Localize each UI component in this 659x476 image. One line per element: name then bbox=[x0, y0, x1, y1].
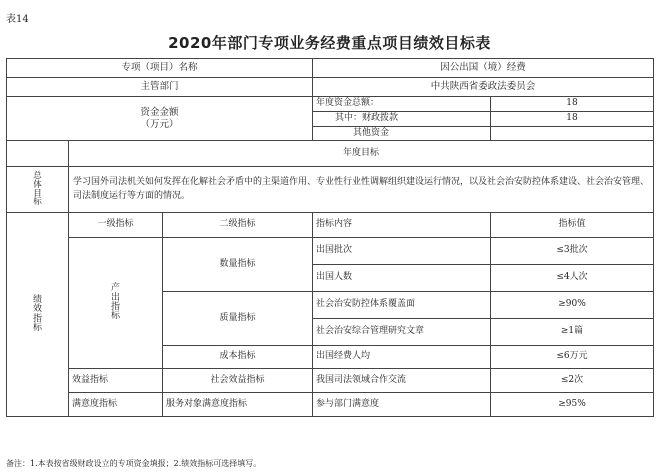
project-label: 专项（项目）名称 bbox=[7, 59, 313, 78]
indicator-value: ≤6万元 bbox=[491, 346, 654, 369]
header-level1: 一级指标 bbox=[69, 213, 163, 238]
fund-label-line1: 资金金额 bbox=[140, 106, 179, 118]
cost-indicator-label: 成本指标 bbox=[163, 346, 313, 369]
project-row bbox=[7, 59, 654, 78]
goal-header: 年度目标 bbox=[69, 141, 654, 167]
department-value: 中共陕西省委政法委员会 bbox=[313, 78, 654, 97]
indicator-value: ≥90% bbox=[491, 292, 654, 319]
indicator-content: 我国司法领域合作交流 bbox=[313, 369, 491, 393]
fund-label-line2: （万元） bbox=[140, 118, 179, 130]
header-content: 指标内容 bbox=[313, 213, 491, 238]
fund-total-row bbox=[7, 97, 654, 112]
fund-total-label: 年度资金总额： bbox=[313, 97, 491, 112]
indicator-value: ≤3批次 bbox=[491, 238, 654, 265]
header-level2: 二级指标 bbox=[163, 213, 313, 238]
goal-header-row bbox=[7, 141, 654, 167]
satisfaction-indicator-label: 满意度指标 bbox=[69, 393, 163, 417]
service-satisfaction-label: 服务对象满意度指标 bbox=[163, 393, 313, 417]
indicator-value: ≤4人次 bbox=[491, 265, 654, 292]
indicator-content: 出国经费人均 bbox=[313, 346, 491, 369]
indicator-row bbox=[7, 238, 654, 265]
department-label: 主管部门 bbox=[7, 78, 313, 97]
social-benefit-label: 社会效益指标 bbox=[163, 369, 313, 393]
performance-table bbox=[6, 58, 654, 417]
indicator-content: 社会治安综合管理研究文章 bbox=[313, 319, 491, 346]
indicator-content: 出国人数 bbox=[313, 265, 491, 292]
indicator-row bbox=[7, 369, 654, 393]
indicator-side-label: 绩 效 指 标 bbox=[7, 213, 69, 417]
department-row bbox=[7, 78, 654, 97]
project-value: 因公出国（境）经费 bbox=[313, 59, 654, 78]
table-number: 表14 bbox=[6, 14, 29, 25]
fund-other-value bbox=[491, 127, 654, 141]
indicator-content: 出国批次 bbox=[313, 238, 491, 265]
indicator-value: ≥1篇 bbox=[491, 319, 654, 346]
indicator-value: ≤2次 bbox=[491, 369, 654, 393]
output-indicator-label: 产 出 指 标 bbox=[69, 238, 163, 369]
goal-header-spacer bbox=[7, 141, 69, 167]
indicator-content: 参与部门满意度 bbox=[313, 393, 491, 417]
quality-indicator-label: 质量指标 bbox=[163, 292, 313, 346]
fund-finance-label: 其中：财政拨款 bbox=[313, 112, 491, 127]
benefit-indicator-label: 效益指标 bbox=[69, 369, 163, 393]
footnote: 备注：1.本表按省级财政设立的专项资金填报；2.绩效指标可选择填写。 bbox=[6, 459, 262, 468]
header-value: 指标值 bbox=[491, 213, 654, 238]
indicator-header-row bbox=[7, 213, 654, 238]
fund-label bbox=[7, 97, 313, 141]
indicator-row bbox=[7, 393, 654, 417]
fund-finance-value: 18 bbox=[491, 112, 654, 127]
indicator-value: ≥95% bbox=[491, 393, 654, 417]
goal-row bbox=[7, 167, 654, 213]
goal-text: 学习国外司法机关如何发挥在化解社会矛盾中的主渠道作用、专业性行业性调解组织建设运行情况，以及社会治安防控体系建设、社会治安管理、司法制度运行等方面的情况。 bbox=[69, 167, 654, 213]
indicator-content: 社会治安防控体系覆盖面 bbox=[313, 292, 491, 319]
quantity-indicator-label: 数量指标 bbox=[163, 238, 313, 292]
fund-other-label: 其他资金 bbox=[313, 127, 491, 141]
fund-total-value: 18 bbox=[491, 97, 654, 112]
goal-side-label: 总 体 目 标 bbox=[7, 167, 69, 213]
page-title: 2020年部门专项业务经费重点项目绩效目标表 bbox=[168, 34, 491, 52]
